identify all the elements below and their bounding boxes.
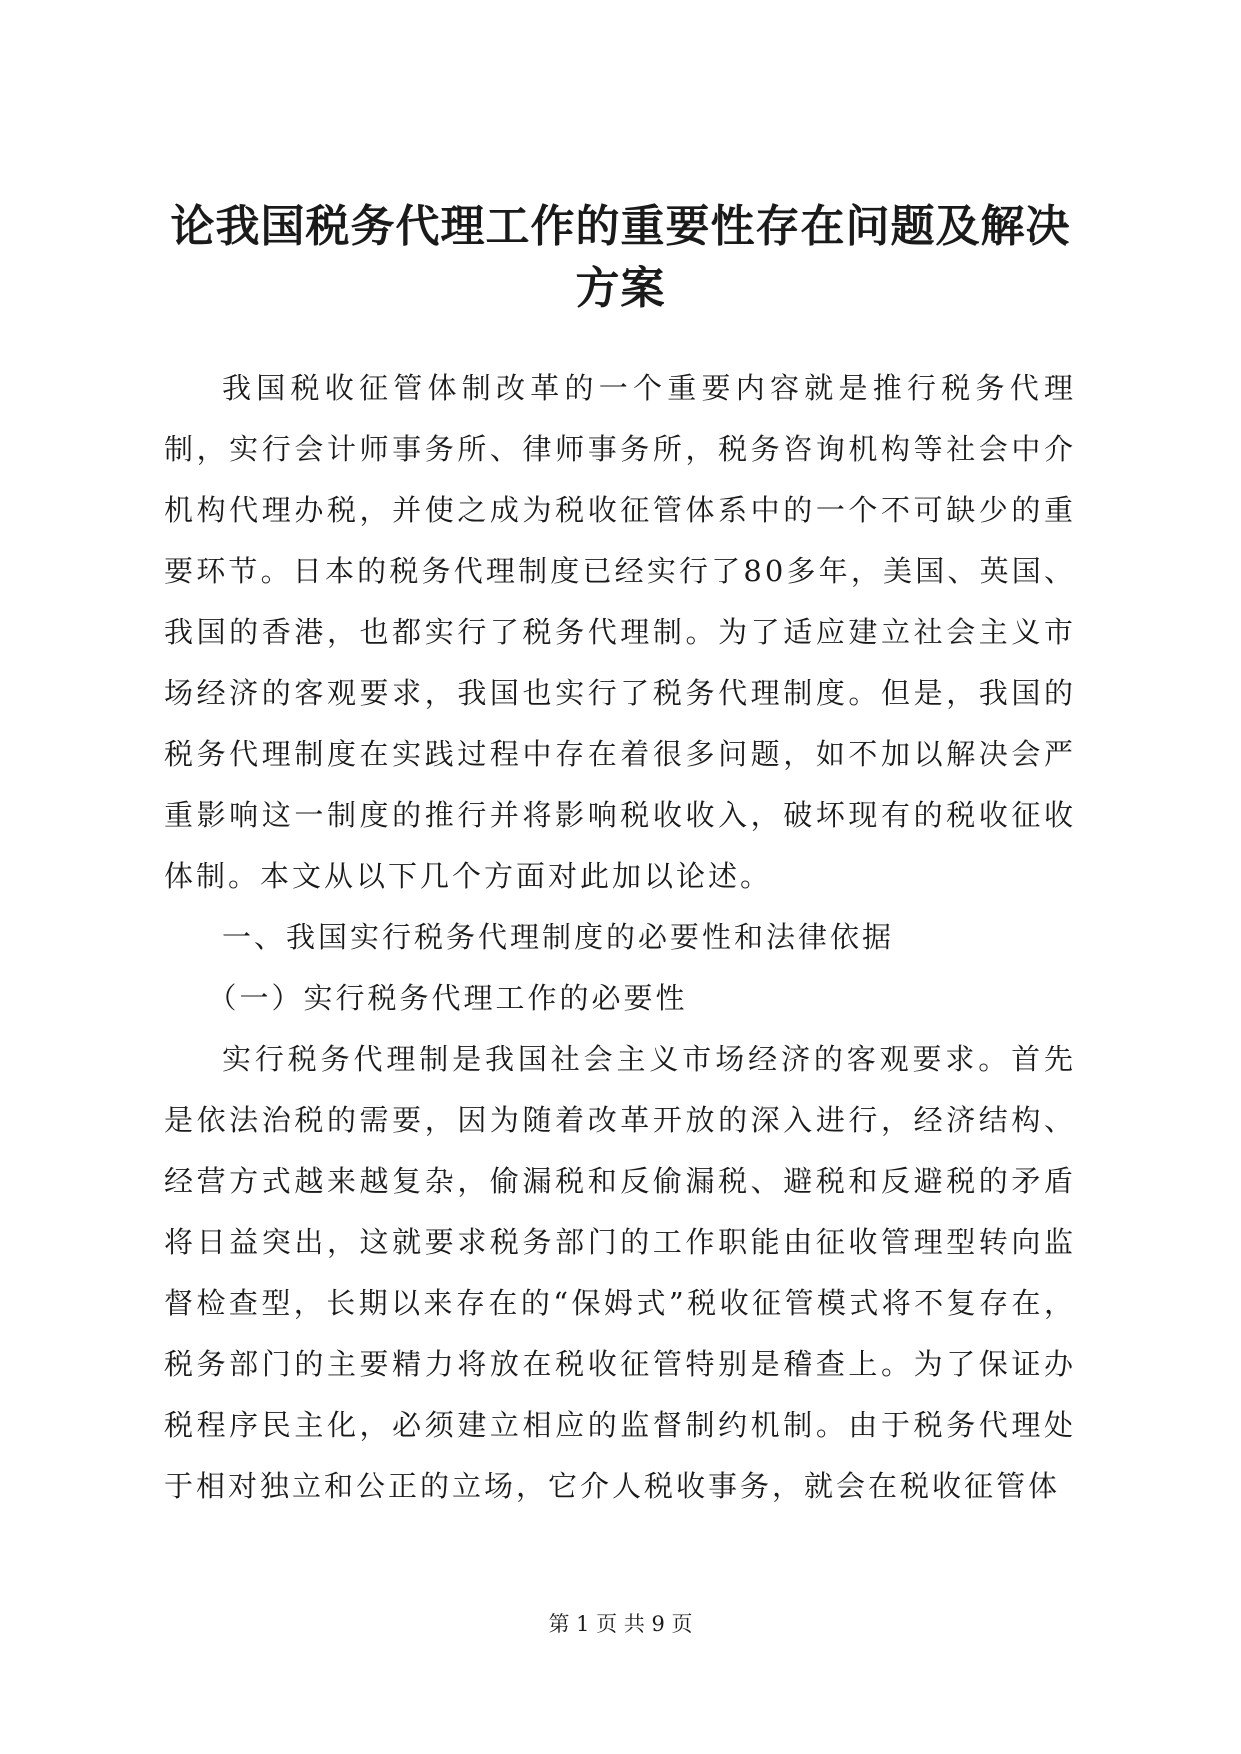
document-body xyxy=(164,358,1076,1517)
subsection-heading: （一）实行税务代理工作的必要性 xyxy=(207,981,688,1015)
page-footer: 第 1 页 共 9 页 xyxy=(548,1612,693,1636)
body-paragraph: 实行税务代理制是我国社会主义市场经济的客观要求。首先是依法治税的需要，因为随着改革开放的深入进行，经济结构、经营方式越来越复杂，偷漏税和反偷漏税、避税和反避税的矛盾将日益突出，这就要求税务部门的工作职能由征收管理型转向监督检查型，长期以来存在的“保姆式”税收征管模式将不复存在，税务部门的主要精力将放在税收征管特别是稽查上。为了保证办税程序民主化，必须建立相应的监督制约机制。由于税务代理处于相对独立和公正的立场，它介人税收事务，就会在税收征管体 xyxy=(164,1042,1076,1503)
intro-paragraph: 我国税收征管体制改革的一个重要内容就是推行税务代理制，实行会计师事务所、律师事务所，税务咨询机构等社会中介机构代理办税，并使之成为税收征管体系中的一个不可缺少的重要环节。日本的税务代理制度已经实行了80多年，美国、英国、我国的香港，也都实行了税务代理制。为了适应建立社会主义市场经济的客观要求，我国也实行了税务代理制度。但是，我国的税务代理制度在实践过程中存在着很多问题，如不加以解决会严重影响这一制度的推行并将影响税收收入，破坏现有的税收征收体制。本文从以下几个方面对此加以论述。 xyxy=(164,371,1076,893)
document-title: 论我国税务代理工作的重要性存在问题及解决方案 xyxy=(170,201,1071,314)
section-heading: 一、我国实行税务代理制度的必要性和法律依据 xyxy=(222,920,895,954)
